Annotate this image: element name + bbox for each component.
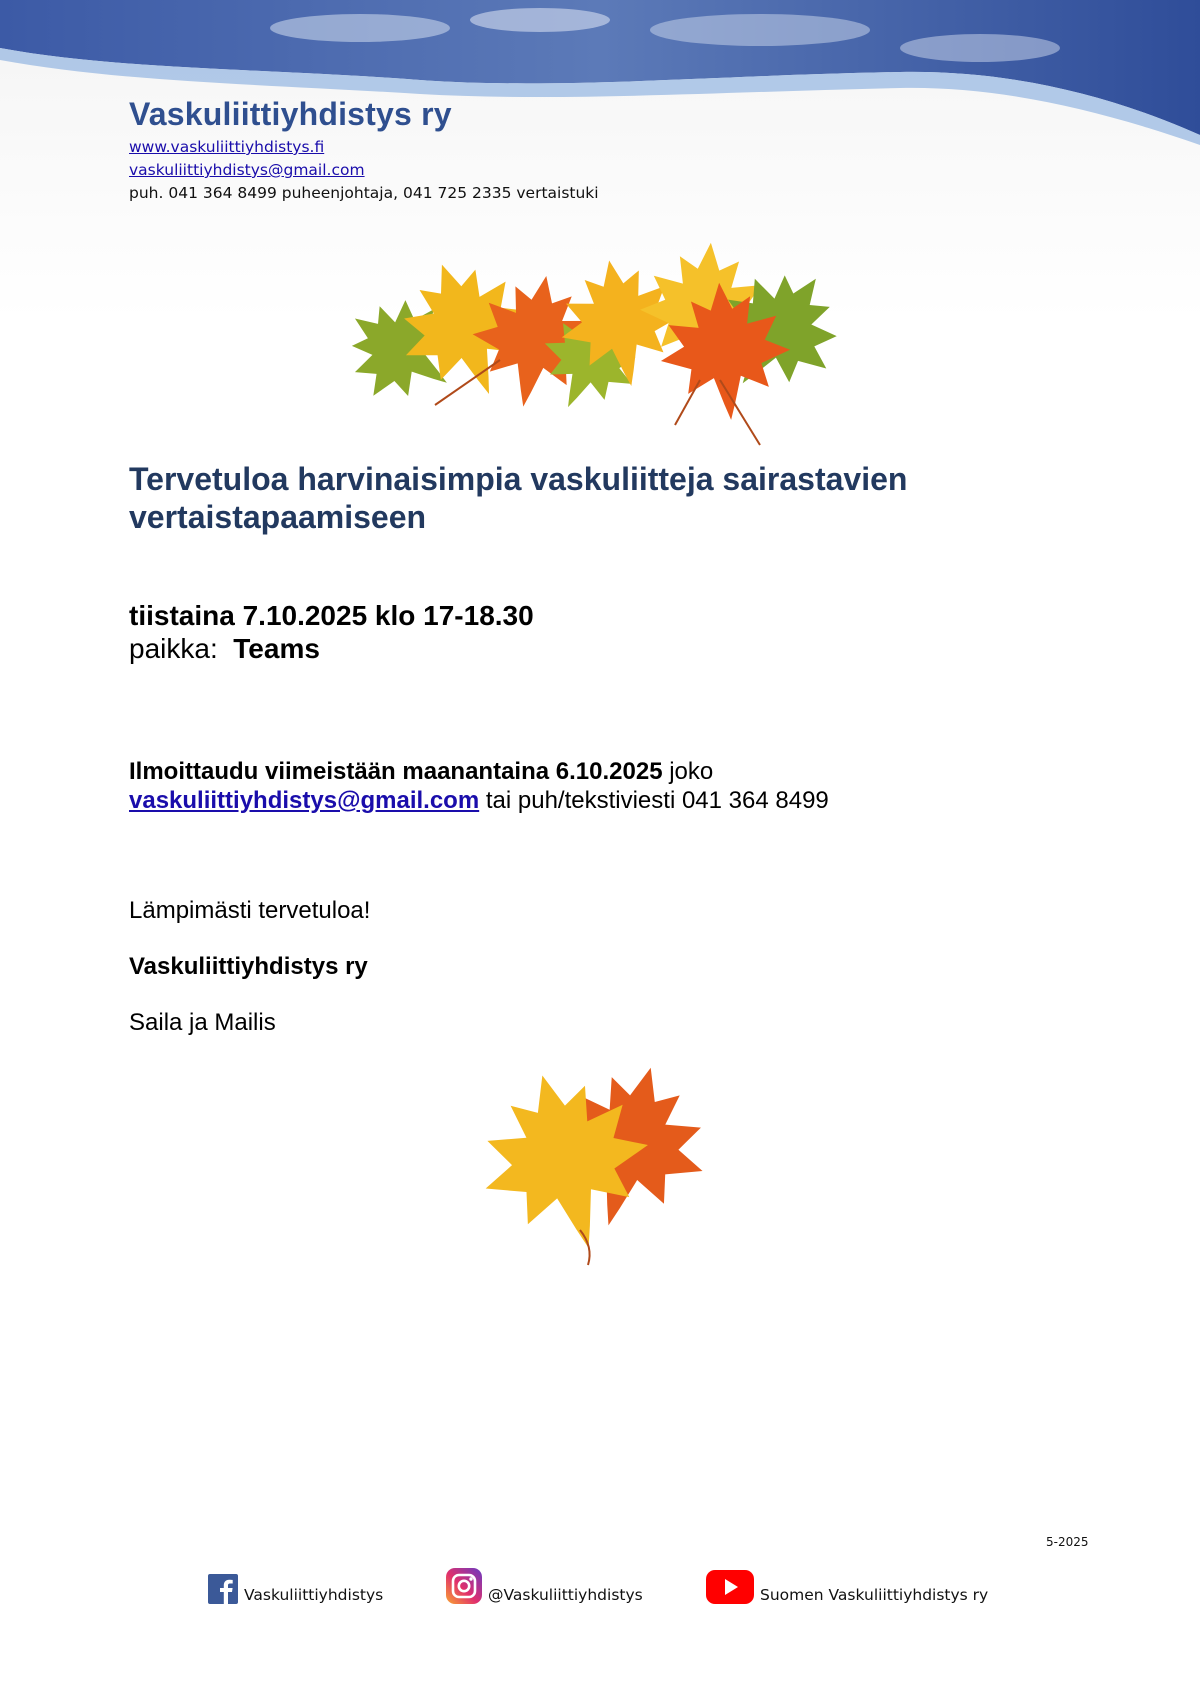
facebook-label: Vaskuliittiyhdistys <box>244 1586 384 1604</box>
instagram-link[interactable] <box>446 1568 643 1608</box>
place-label: paikka: <box>129 633 218 664</box>
registration-deadline: Ilmoittaudu viimeistään maanantaina 6.10.2025 <box>129 758 663 785</box>
document-code: 5-2025 <box>1046 1535 1089 1549</box>
youtube-label: Suomen Vaskuliittiyhdistys ry <box>760 1586 989 1604</box>
registration-email-link[interactable]: vaskuliittiyhdistys@gmail.com <box>129 787 480 814</box>
registration-phone: tai puh/tekstiviesti 041 364 8499 <box>485 787 829 814</box>
welcome-text: Lämpimästi tervetuloa! <box>129 897 371 924</box>
registration-info <box>129 757 1089 815</box>
youtube-icon <box>706 1570 754 1608</box>
event-place <box>129 633 320 665</box>
youtube-link[interactable] <box>706 1568 988 1608</box>
registration-joko: joko <box>669 758 714 785</box>
facebook-icon <box>208 1574 238 1608</box>
invitation-headline: Tervetuloa harvinaisimpia vaskuliitteja sairastavien vertaistapaamiseen <box>129 461 908 535</box>
contact-block <box>129 136 599 205</box>
event-date-time: tiistaina 7.10.2025 klo 17-18.30 <box>129 600 534 631</box>
organization-title: Vaskuliittiyhdistys ry <box>129 96 452 132</box>
signature-names: Saila ja Mailis <box>129 1009 276 1036</box>
autumn-leaves-illustration <box>340 240 860 455</box>
phone-numbers: puh. 041 364 8499 puheenjohtaja, 041 725 2335 vertaistuki <box>129 184 599 202</box>
instagram-icon <box>446 1568 482 1608</box>
signature-organization: Vaskuliittiyhdistys ry <box>129 953 368 980</box>
two-leaves-illustration <box>480 1060 740 1270</box>
instagram-label: @Vaskuliittiyhdistys <box>488 1586 643 1604</box>
email-link[interactable]: vaskuliittiyhdistys@gmail.com <box>129 161 365 179</box>
website-link[interactable]: www.vaskuliittiyhdistys.fi <box>129 138 325 156</box>
place-value: Teams <box>233 633 320 664</box>
facebook-link[interactable] <box>208 1568 383 1608</box>
